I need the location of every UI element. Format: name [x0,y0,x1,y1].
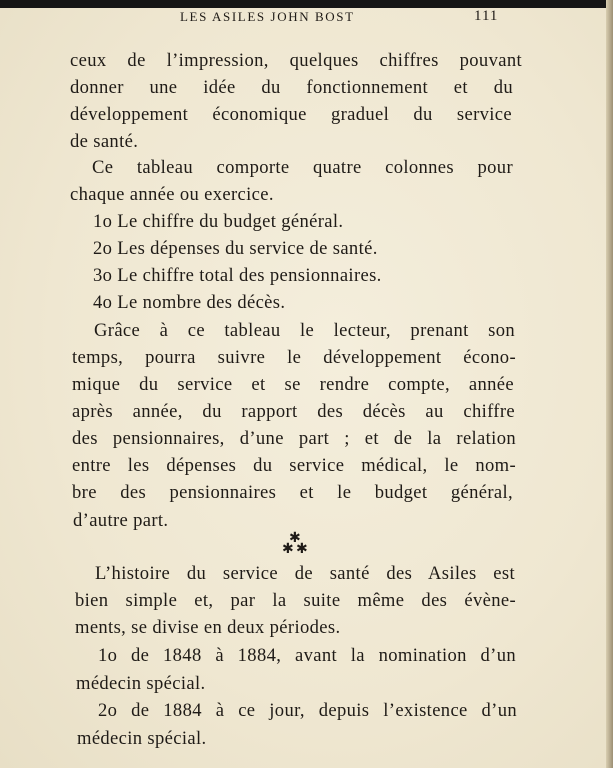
page-edge-shadow [606,0,613,768]
asterism-star: ✱ [289,531,301,546]
paragraph-start: Ce tableau comporte quatre colonnes pour [92,157,513,178]
text-line: médecin spécial. [76,673,206,694]
list-item: 2o Les dépenses du service de santé. [93,238,378,259]
text-line: développement économique graduel du service [70,104,512,125]
list-item: 1o de 1848 à 1884, avant la nomination d’un [98,645,516,666]
paragraph-start: Grâce à ce tableau le lecteur, prenant son [94,320,515,341]
text-line: mique du service et se rendre compte, année [72,374,514,395]
text-line: d’autre part. [73,510,169,531]
text-line: ments, se divise en deux périodes. [75,617,341,638]
list-item: 4o Le nombre des décès. [93,292,286,313]
text-line: bre des pensionnaires et le budget général, [72,482,513,503]
text-line: de santé. [70,131,139,152]
asterism-separator [280,530,310,556]
running-title: LES ASILES JOHN BOST [180,9,355,24]
text-line: bien simple et, par la suite même des évène- [75,590,516,611]
scan-top-border [0,0,613,8]
running-header [0,9,613,25]
text-line: après année, du rapport des décès au chiffre [72,401,515,422]
list-item: 3o Le chiffre total des pensionnaires. [93,265,382,286]
text-line: donner une idée du fonctionnement et du [70,77,513,98]
text-line: temps, pourra suivre le développement écono- [72,347,516,368]
text-line: des pensionnaires, d’une part ; et de la relation [72,428,516,449]
paragraph-start: L’histoire du service de santé des Asiles est [95,563,515,584]
text-line: médecin spécial. [77,728,207,749]
asterism-star: ✱ [296,542,308,557]
list-item: 2o de 1884 à ce jour, depuis l’existence d’un [98,700,517,721]
list-item: 1o Le chiffre du budget général. [93,211,344,232]
text-line: entre les dépenses du service médical, le nom- [72,455,516,476]
page-number: 111 [474,8,499,24]
asterism-star: ✱ [282,542,294,557]
text-line: ceux de l’impression, quelques chiffres pouvant [70,50,522,71]
text-line: chaque année ou exercice. [70,184,274,205]
